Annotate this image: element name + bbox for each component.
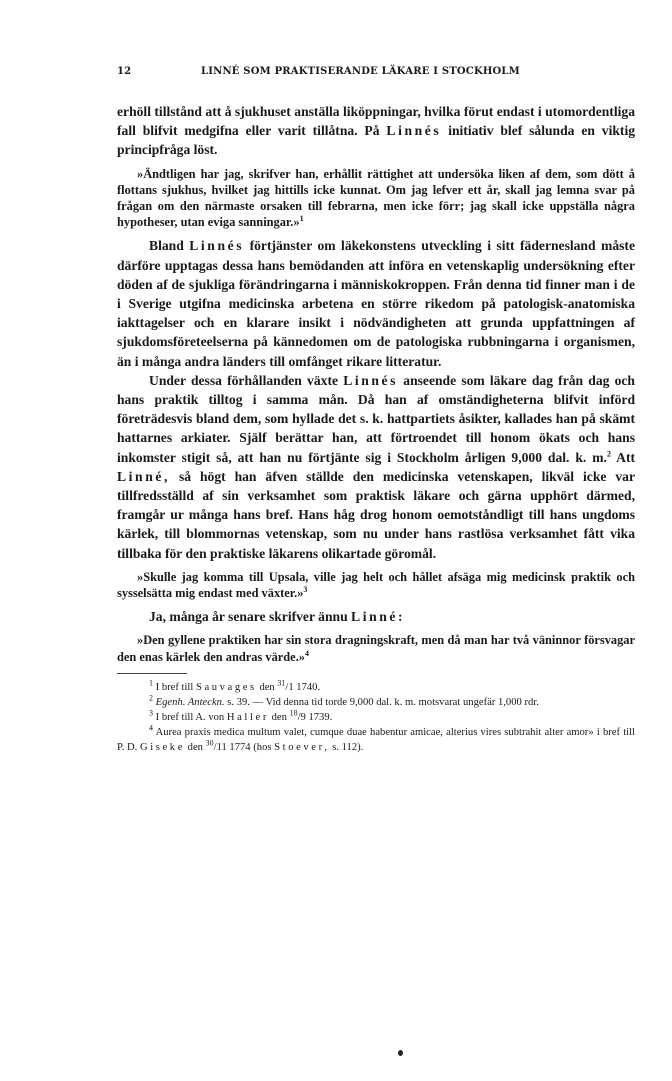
text-run: förtjänster om läkekonstens utveckling i sitt fädernesland måste därföre upptagas dessa hans bemödanden att införa en vetenskaplig undersökning efter döden af de sjukliga förändringarna i människokroppen. Från denna tid finner man i de i Sverige utgifna medicinska arbetena en större rikedom på patologisk-anatomiska iakttagelser och en klarare insikt i nödvändigheten att grunda uppfattningen af sjukdomsföreteelserna på kännedomen om de patologiska rubbningarna i organismen, än i många andra länders till omfånget rikare litteratur. [117,238,635,369]
quote-text: »Skulle jag komma till Upsala, ville jag helt och hållet afsäga mig medicinsk praktik och sysselsätta mig endast med växter.» [117,569,635,601]
footnote-ref: 3 [303,584,308,594]
text-run: den [271,711,287,723]
footnote-ref: 1 [299,214,304,224]
footnote-ref: 2 [606,449,611,459]
person-name: Giseke [139,741,186,753]
text-run: s. 112). [332,741,364,753]
text-run: anseende som läkare dag från dag och hans praktik tilltog i samma mån. Då han af omständigheterna blifvit införd företrädesvis bland dem, som hyllade det s. k. hattpartiets åsikter, kallades han på skämt hattarnes arkiater. Själf berättar han, att förtroendet till honom ökats och hans inkomster stigit så, att han nu förtjänte sig i Stockholm årligen 9,000 dal. k. m. [117,372,635,465]
person-name: Haller [226,711,269,723]
footnote-mark: 1 [149,678,153,688]
text-run: erhöll tillstånd att å sjukhuset anställa liköppningar, hvilka förut endast i utomordentliga fall blifvit medgifna eller varit tillåtna. På [117,104,635,139]
person-name: Linné: [351,609,406,625]
footnote-mark: 3 [149,708,153,718]
footnote [117,710,635,725]
date-superscript: 18 [289,708,298,718]
date-text: /9 1739. [297,711,333,723]
block-quote [117,166,635,231]
footnote [117,695,635,710]
paragraph [117,102,635,160]
text-run: I bref till [155,681,194,693]
paragraph [117,371,635,563]
text-run: s. 39. — Vid denna tid torde 9,000 dal. k. m. motsvarat ungefär 1,000 rdr. [227,696,539,708]
footnote-mark: 2 [149,693,153,703]
text-run: Ja, många år senare skrifver ännu [149,609,348,625]
person-name: Sauvages [195,681,257,693]
text-run: initiativ blef sålunda en viktig principfråga löst. [117,123,636,158]
quote-text: »Ändtligen har jag, skrifver han, erhållit rättighet att undersöka liken af dem, som dött å flottans sjukhus, hvilket jag hittills icke kunnat. Om jag lefver ett år, skall jag lemna svar på frågan om den närmaste orsaken till febrarna, men icke förr; jag skall icke uppställa några hypotheser, utan eviga sanningar.» [117,166,635,230]
page-body [117,102,635,755]
person-name: Linnés [189,238,245,254]
date-text: /11 1774 (hos [213,741,272,753]
text-run: den [187,741,203,753]
ink-speck [398,1050,403,1056]
footnote [117,725,635,755]
footnote [117,680,635,695]
block-quote [117,632,635,664]
text-run: Att [616,449,636,465]
person-name: Linnés [343,372,399,388]
date-superscript: 31 [277,678,286,688]
running-title: LINNÉ SOM PRAKTISERANDE LÄKARE I STOCKHOLM [201,66,520,77]
text-run: Aurea praxis medica multum valet, cumque duae habentur amicae, alterius vires subtrahit alter amor» i bref till P. D. [117,726,635,753]
paragraph [117,236,635,370]
block-quote [117,569,635,601]
person-name: Stoever, [274,741,330,753]
paragraph [117,607,635,626]
text-run: I bref till A. von [155,711,225,723]
footnote-ref: 4 [304,648,309,658]
date-superscript: 30 [205,738,214,748]
footnote-mark: 4 [149,723,153,733]
footnote-divider [117,673,187,674]
person-name: Linné, [117,468,170,484]
text-run: så högt han äfven ställde den medicinska vetenskapen, likväl icke var tillfredsställd af sin verksamhet som praktisk läkare och gärna upphört därmed, framgår ur många hans bref. Hans håg drog honom oemotståndligt till hans ungdoms kärlek, till blommornas vetenskap, som nu under hans rastlösa verksamhet fått vika tillbaka för den praktiske läkarens olikartade göromål. [117,468,635,561]
text-run: Bland [149,238,184,254]
work-title: Egenh. Anteckn. [155,696,225,708]
date-text: /1 1740. [285,681,321,693]
text-run: Under dessa förhållanden växte [149,372,338,388]
quote-text: »Den gyllene praktiken har sin stora dragningskraft, men då man har två väninnor försvagar den enas kärlek den andras värde.» [117,633,635,664]
page-number: 12 [117,66,132,77]
person-name: Linnés [386,123,442,139]
text-run: den [259,681,275,693]
